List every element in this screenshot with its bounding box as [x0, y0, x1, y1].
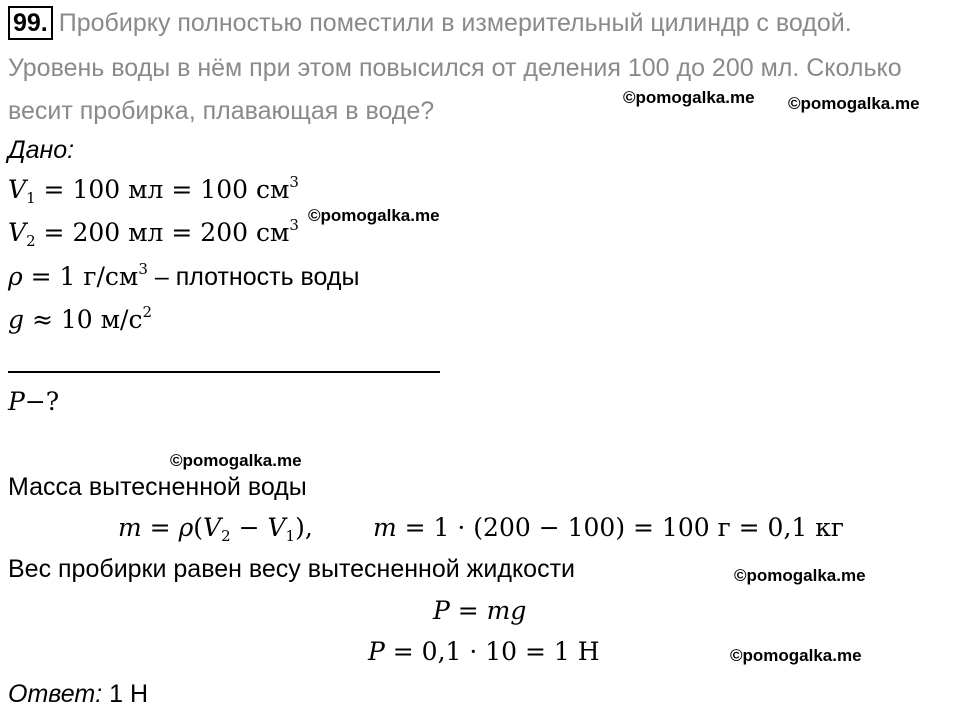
weight-label: Вес пробирки равен весу вытесненной жидкости	[8, 555, 575, 583]
watermark: ©pomogalka.me	[308, 206, 440, 225]
given-v1: $V_1 = 100$ мл = 100 $см^3$	[8, 173, 299, 207]
problem-text-1: Пробирку полностью поместили в измерительный цилиндр с водой.	[58, 9, 852, 37]
answer-label: Ответ:	[8, 680, 103, 708]
watermark: ©pomogalka.me	[788, 94, 920, 113]
given-heading: Дано:	[8, 136, 75, 164]
formula-mass: $m = \rho(V_2 - V_1)$,	[118, 513, 313, 545]
problem-line-1	[8, 0, 852, 46]
watermark: ©pomogalka.me	[170, 451, 302, 470]
formula-weight: P = mg	[433, 596, 527, 625]
problem-line-3: весит пробирка, плавающая в воде?	[8, 97, 435, 125]
problem-number: 99.	[8, 6, 53, 40]
answer	[8, 680, 148, 709]
formula-mass-value: m = 1 · (200 − 100) = 100 г = 0,1 кг	[373, 513, 844, 542]
given-g: g ≈ 10 $м/с^2$	[8, 303, 153, 334]
formula-weight-value: P = 0,1 · 10 = 1 Н	[368, 637, 600, 666]
given-rho: ρ = 1 $г/см^3$ – плотность воды	[8, 260, 360, 291]
given-divider	[8, 371, 440, 373]
problem-line-2: Уровень воды в нём при этом повысился от деления 100 до 200 мл. Сколько	[8, 54, 902, 82]
watermark: ©pomogalka.me	[730, 646, 862, 665]
watermark: ©pomogalka.me	[623, 88, 755, 107]
given-v2: $V_2 = 200$ мл = 200 $см^3$	[8, 216, 299, 250]
answer-value: 1 Н	[102, 680, 149, 708]
find-p: P−?	[8, 387, 60, 416]
watermark: ©pomogalka.me	[734, 566, 866, 585]
mass-label: Масса вытесненной воды	[8, 473, 307, 501]
